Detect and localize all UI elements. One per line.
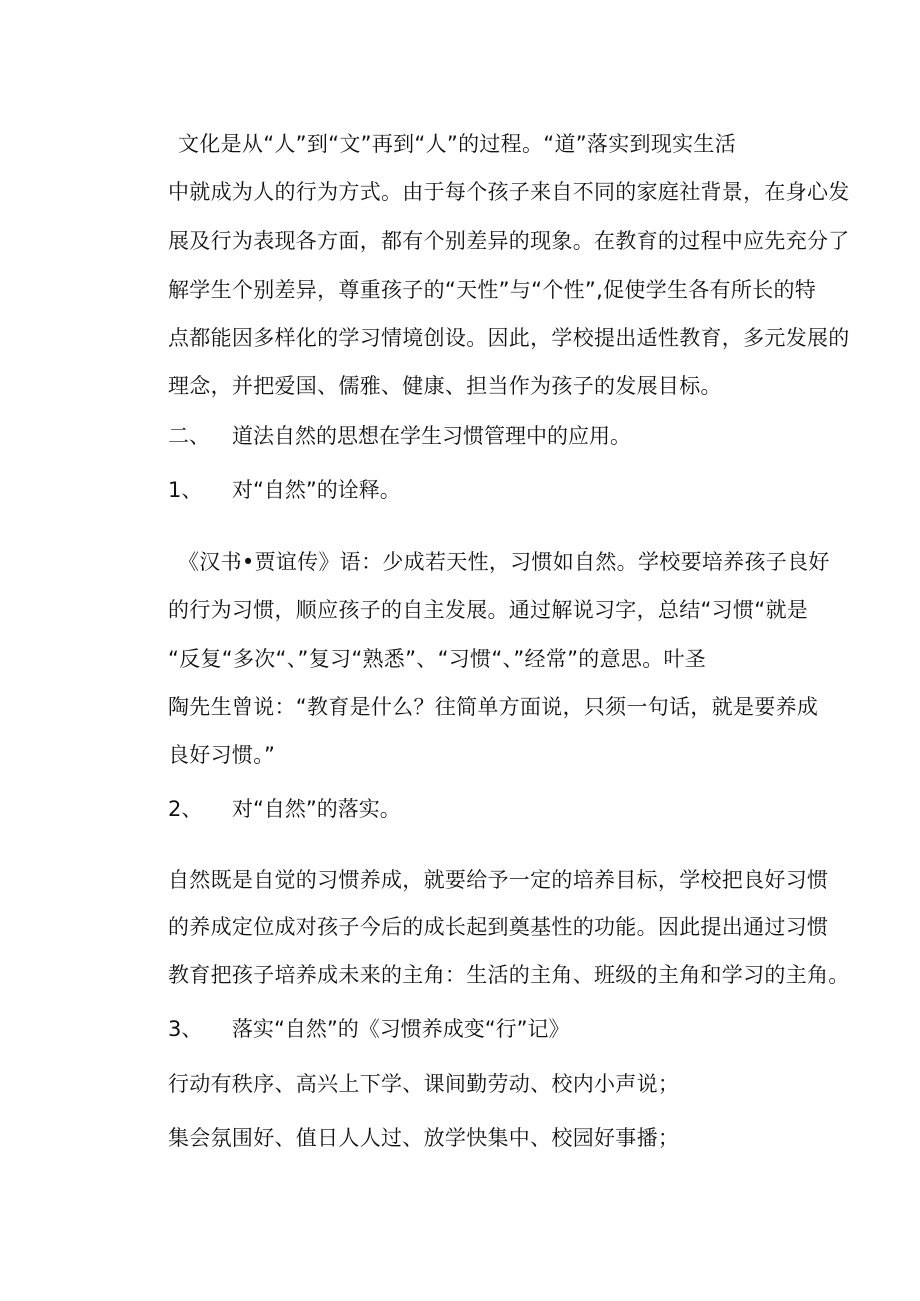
item-3-title: 落实“自然”的《习惯养成变“行”记》 (232, 1017, 570, 1041)
paragraph-2-line-1: 《汉书•贾谊传》语：少成若天性，习惯如自然。学校要培养孩子良好 (178, 550, 830, 574)
paragraph-1-line-2: 中就成为人的行为方式。由于每个孩子来自不同的家庭社背景，在身心发 (168, 180, 850, 204)
section-2-title: 道法自然的思想在学生习惯管理中的应用。 (232, 424, 631, 448)
paragraph-1-line-1: 文化是从“人”到“文”再到“人”的过程。“道”落实到现实生活 (178, 132, 737, 156)
item-1-title: 对“自然”的诠释。 (232, 478, 401, 502)
item-2-title: 对“自然”的落实。 (232, 797, 401, 821)
paragraph-3-line-3: 教育把孩子培养成未来的主角：生活的主角、班级的主角和学习的主角。 (168, 963, 850, 987)
item-3-number: 3、 (168, 1017, 203, 1041)
list-line-2: 集会氛围好、值日人人过、放学快集中、校园好事播； (168, 1126, 680, 1150)
list-line-1: 行动有秩序、高兴上下学、课间勤劳动、校内小声说； (168, 1072, 680, 1096)
paragraph-2-line-5: 良好习惯。” (168, 743, 276, 767)
paragraph-3-line-2: 的养成定位成对孩子今后的成长起到奠基性的功能。因此提出通过习惯 (168, 915, 829, 939)
paragraph-3-line-1: 自然既是自觉的习惯养成，就要给予一定的培养目标，学校把良好习惯 (168, 868, 829, 892)
paragraph-1-line-5: 点都能因多样化的学习情境创设。因此，学校提出适性教育，多元发展的 (168, 326, 850, 350)
paragraph-2-line-4: 陶先生曾说：“教育是什么？往简单方面说，只须一句话，就是要养成 (168, 695, 819, 719)
paragraph-1-line-4: 解学生个别差异，尊重孩子的“天性”与“个性”,促使学生各有所长的特 (168, 278, 817, 302)
paragraph-1-line-3: 展及行为表现各方面，都有个别差异的现象。在教育的过程中应先充分了 (168, 229, 850, 253)
paragraph-2-line-3: “反复“多次“、”复习“熟悉”、“习惯“、”经常”的意思。叶圣 (168, 647, 707, 671)
section-2-number: 二、 (168, 424, 210, 448)
item-1-number: 1、 (168, 478, 203, 502)
item-2-number: 2、 (168, 797, 203, 821)
paragraph-1-line-6: 理念，并把爱国、儒雅、健康、担当作为孩子的发展目标。 (168, 374, 722, 398)
paragraph-2-line-2: 的行为习惯，顺应孩子的自主发展。通过解说习字，总结“习惯“就是 (168, 598, 809, 622)
